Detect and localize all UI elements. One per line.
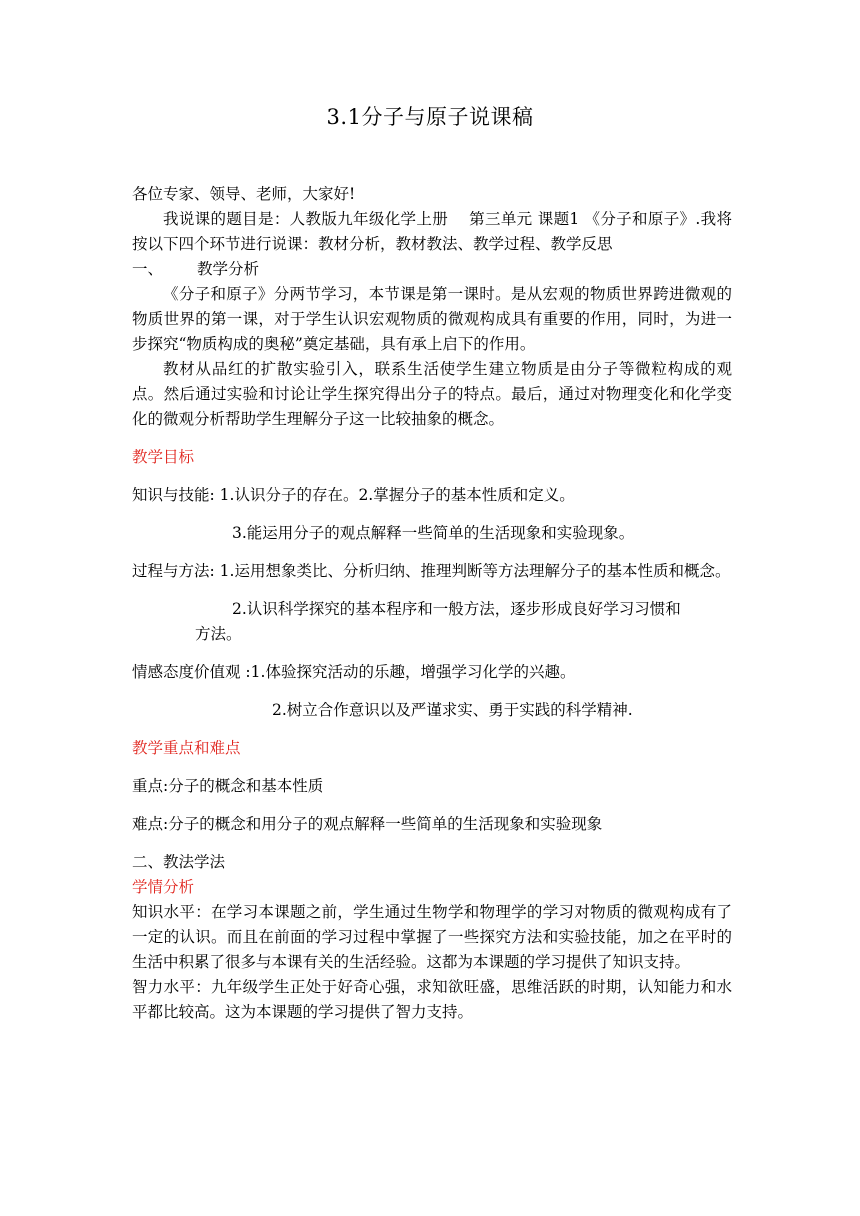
knowledge-objective-1: 知识与技能: 1.认识分子的存在。2.掌握分子的基本性质和定义。 bbox=[132, 486, 575, 504]
greeting: 各位专家、领导、老师，大家好! bbox=[132, 185, 356, 203]
emotion-objective-2: 2.树立合作意识以及严谨求实、勇于实践的科学精神. bbox=[272, 701, 633, 719]
objectives-heading: 教学目标 bbox=[132, 448, 195, 466]
process-objective-2-continued: 方法。 bbox=[195, 625, 242, 643]
key-points-heading: 教学重点和难点 bbox=[132, 739, 241, 757]
process-objective-2: 2.认识科学探究的基本程序和一般方法，逐步形成良好学习习惯和 bbox=[232, 600, 681, 618]
document-body bbox=[132, 182, 732, 1025]
key-point: 重点:分子的概念和基本性质 bbox=[132, 777, 324, 795]
intellect-level-paragraph: 智力水平：九年级学生正处于好奇心强，求知欲旺盛，思维活跃的时期，认知能力和水平都比较高。这为本课题的学习提供了智力支持。 bbox=[132, 978, 732, 1021]
student-analysis-heading: 学情分析 bbox=[132, 878, 195, 896]
section2-heading: 二、教法学法 bbox=[132, 853, 226, 871]
section1-heading bbox=[132, 257, 732, 282]
knowledge-objective-2: 3.能运用分子的观点解释一些简单的生活现象和实验现象。 bbox=[232, 524, 635, 542]
knowledge-level-paragraph: 知识水平：在学习本课题之前，学生通过生物学和物理学的学习对物质的微观构成有了一定的认识。而且在前面的学习过程中掌握了一些探究方法和实验技能，加之在平时的生活中积累了很多与本课有关的生活经验。这都为本课题的学习提供了知识支持。 bbox=[132, 903, 732, 971]
section1-title: 教学分析 bbox=[197, 260, 260, 278]
analysis-paragraph-2: 教材从品红的扩散实验引入，联系生活使学生建立物质是由分子等微粒构成的观点。然后通过实验和讨论让学生探究得出分子的特点。最后，通过对物理变化和化学变化的微观分析帮助学生理解分子这一比较抽象的概念。 bbox=[132, 360, 732, 428]
section1-number: 一、 bbox=[132, 260, 164, 278]
intro-paragraph: 我说课的题目是：人教版九年级化学上册 第三单元 课题1 《分子和原子》.我将按以下四个环节进行说课：教材分析，教材教法、教学过程、教学反思 bbox=[132, 210, 732, 253]
document-title: 3.1分子与原子说课稿 bbox=[326, 105, 534, 129]
analysis-paragraph-1: 《分子和原子》分两节学习，本节课是第一课时。是从宏观的物质世界跨进微观的物质世界的第一课，对于学生认识宏观物质的微观构成具有重要的作用，同时，为进一步探究“物质构成的奥秘”奠定基础，具有承上启下的作用。 bbox=[132, 285, 732, 353]
difficult-point: 难点:分子的概念和用分子的观点解释一些简单的生活现象和实验现象 bbox=[132, 815, 603, 833]
emotion-objective-1: 情感态度价值观 :1.体验探究活动的乐趣，增强学习化学的兴趣。 bbox=[132, 663, 576, 681]
process-objective-1: 过程与方法: 1.运用想象类比、分析归纳、推理判断等方法理解分子的基本性质和概念。 bbox=[132, 562, 731, 580]
